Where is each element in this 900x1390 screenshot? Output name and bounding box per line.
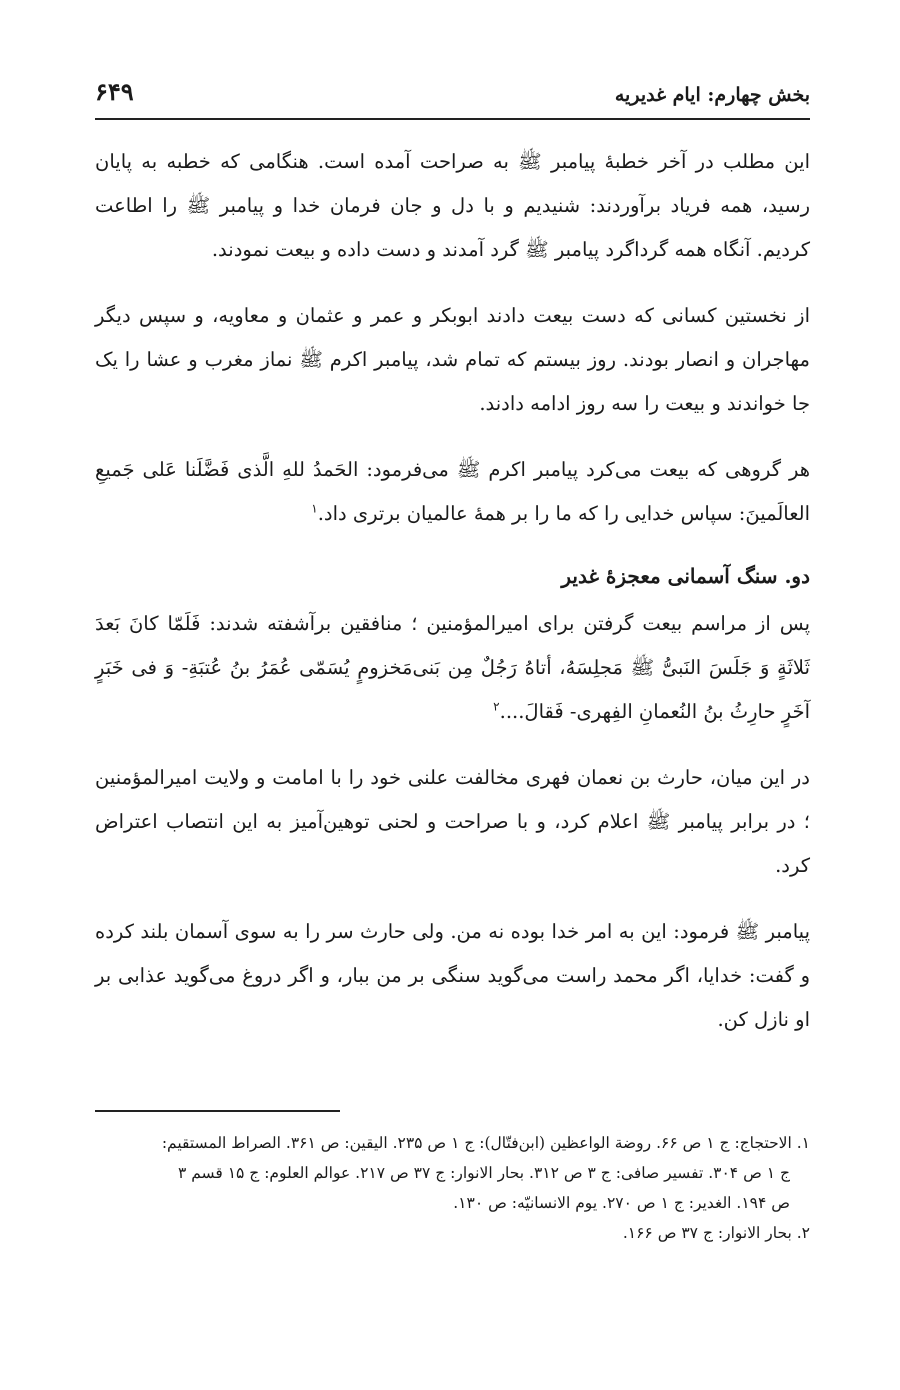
paragraph-4 [95,602,810,734]
paragraph-6: پیامبر ﷺ فرمود: این به امر خدا بوده نه من. ولی حارث سر را به سوی آسمان بلند کرده و گفت: خدایا، اگر محمد راست می‌گوید سنگی بر من ببار، و اگر دروغ می‌گوید عذابی بر او نازل کن. [95,920,810,1031]
footnote-1-line-1: ۱. الاحتجاج: ج ۱ ص ۶۶. روضة الواعظین (ابن‌فتّال): ج ۱ ص ۲۳۵. الیقین: ص ۳۶۱. الصراط المستقیم: [161,1134,810,1152]
paragraph-2: از نخستین کسانی که دست بیعت دادند ابوبکر و عمر و عثمان و معاویه، و سپس دیگر مهاجران و انصار بودند. روز بیستم که تمام شد، پیامبر اکرم ﷺ نماز مغرب و عشا را یک جا خواندند و بیعت را سه روز ادامه دادند. [95,304,810,415]
paragraph-4-text: پس از مراسم بیعت گرفتن برای امیرالمؤمنین ؛ منافقین برآشفته شدند: فَلَمّا کانَ بَعدَ ثَلاثَةٍ وَ جَلَسَ النَبیُّ ﷺ مَجلِسَهُ، أتاهُ رَجُلٌ مِن بَنی‌مَخزومٍ یُسَمّی عُمَرُ بنُ عُتبَةِ- وَ فی خَبَرٍ آخَرٍ حارِثُ بنُ النُعمانِ الفِهری- فَقالَ.... [95,612,810,723]
section-heading: دو. سنگ آسمانی معجزهٔ غدیر [561,564,810,588]
page-number: ۶۴۹ [95,77,134,106]
footnote-ref-1[interactable]: ۱ [311,501,318,516]
footnote-2: ۲. بحار الانوار: ج ۳۷ ص ۱۶۶. [622,1224,810,1242]
book-page [95,66,810,1248]
footnote-1-line-3: ص ۱۹۴. الغدیر: ج ۱ ص ۲۷۰. یوم الانسانیّه: ص ۱۳۰. [453,1194,790,1212]
paragraph-1: این مطلب در آخر خطبهٔ پیامبر ﷺ به صراحت آمده است. هنگامی که خطبه به پایان رسید، همه فریاد برآوردند: شنیدیم و با دل و جان فرمان خدا و پیامبر ﷺ را اطاعت کردیم. آنگاه همه گرداگرد پیامبر ﷺ گرد آمدند و دست داده و بیعت نمودند. [95,150,810,261]
footnote-separator [95,1110,340,1112]
paragraph-3-text: هر گروهی که بیعت می‌کرد پیامبر اکرم ﷺ می‌فرمود: الحَمدُ للهِ الَّذی فَضَّلَنا عَلی جَمیعِ العالَمینَ: سپاس خدایی را که ما را بر همهٔ عالمیان برتری داد. [95,458,810,525]
footnote-ref-2[interactable]: ۲ [493,699,500,714]
footnotes [95,1128,810,1248]
paragraph-5: در این میان، حارث بن نعمان فهری مخالفت علنی خود را با امامت و ولایت امیرالمؤمنین ؛ در برابر پیامبر ﷺ اعلام کرد، و با صراحت و لحنی توهین‌آمیز به این انتصاب اعتراض کرد. [95,766,810,877]
footnote-1-line-2: ج ۱ ص ۳۰۴. تفسیر صافی: ج ۳ ص ۳۱۲. بحار الانوار: ج ۳۷ ص ۲۱۷. عوالم العلوم: ج ۱۵ قسم ۳ [177,1164,790,1182]
paragraph-3 [95,448,810,536]
page-header [95,66,810,120]
running-title: بخش چهارم: ایام غدیریه [614,84,810,106]
